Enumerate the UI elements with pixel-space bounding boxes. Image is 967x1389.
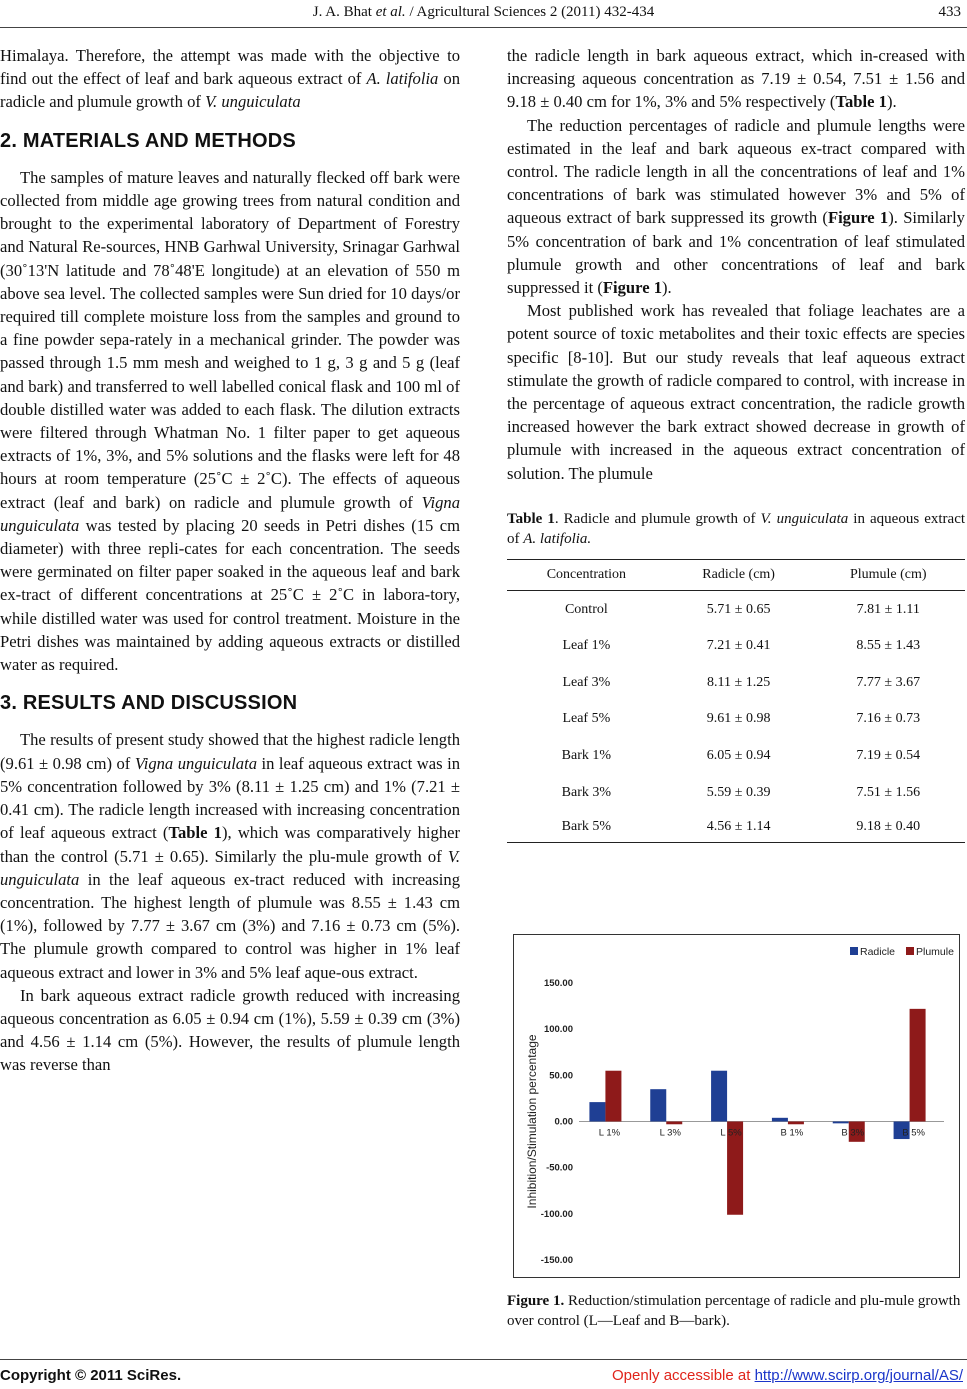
legend-label: Radicle <box>860 946 896 958</box>
section-heading-results: 3. RESULTS AND DISCUSSION <box>0 692 298 715</box>
table-caption: Table 1. Radicle and plumule growth of V. unguiculata in aqueous extract of A. latifolia. <box>507 510 966 547</box>
methods-paragraph: The samples of mature leaves and naturally flecked off bark were collected from middle age growing trees from natural condition and brought to the experimental laboratory of Department of Forestry and Natural Re-sources, HNB Garhwal University, Srinagar Garhwal (30˚13'N latitude and 78˚48'E longitude) at an elevation of 550 m above sea level. The collected samples were Sun dried for 10 days/or required till complete moisture loss from the samples and ground to a fine powder sepa-rately in a mechanical grinder. The powder was passed through 1.5 mm mesh and weighed to 1 g, 3 g and 5 g (leaf and bark) and transferred to well labelled conical flask and 100 ml of double distilled water was added to each flask. The dilution extracts were filtered through Whatman No. 1 filter paper to get aqueous extracts of 1%, 3%, and 5% solutions and the flasks were left for 48 hours at room temperature (25˚C ± 2˚C). The effects of aqueous extract (leaf and bark) on radicle and plumule growth of Vigna unguiculata was tested by placing 20 seeds in Petri dishes (15 cm diameter) with three repli-cates for each concentration. The seeds were germinated on filter paper soaked in the aqueous leaf and bark ex-tract of different concentrations at 25˚C ± 2˚C in labora-tory, while distilled water was used for control treatment. Moisture in the Petri dishes was maintained by adding aqueous extracts or distilled water as required. <box>0 167 460 675</box>
open-access-notice: Openly accessible at http://www.scirp.org/journal/AS/ <box>612 1367 963 1384</box>
table-row <box>507 664 965 701</box>
right-column <box>507 44 965 843</box>
table-header-cell: Radicle (cm) <box>666 559 812 590</box>
table-cell: 7.16 ± 0.73 <box>856 711 921 727</box>
header-journal: / Agricultural Sciences 2 (2011) 432-434 <box>409 4 655 20</box>
y-tick-label: 50.00 <box>549 1070 573 1082</box>
bar-chart-svg <box>514 935 959 1277</box>
table-header-cell: Concentration <box>507 559 666 590</box>
table-row <box>507 737 965 774</box>
table-ref[interactable]: Table 1 <box>835 92 887 112</box>
table-cell: Leaf 5% <box>562 711 611 727</box>
y-tick-label: 0.00 <box>554 1116 573 1128</box>
bar-radicle <box>772 1118 788 1122</box>
table-cell: Leaf 3% <box>562 674 611 690</box>
left-column <box>0 44 460 1077</box>
results-paragraph-2: In bark aqueous extract radicle growth reduced with increasing aqueous concentration as 6.05 ± 0.94 cm (1%), 5.59 ± 0.39 cm (3%) and 4.56 ± 1.14 cm (5%). However, the results of plumule length was reverse than <box>0 985 460 1075</box>
legend-label: Plumule <box>916 946 954 958</box>
figure-ref[interactable]: Figure 1 <box>827 208 889 228</box>
table-cell: Bark 5% <box>507 810 666 843</box>
results-paragraph-5: Most published work has revealed that foliage leachates are a potent source of toxic metabolites and their toxic effects are species specific [8-10]. But our study reveals that leaf aqueous extract stimulate the growth of radicle compared to control, with increase in the percentage of aqueous extract concentration, the radicle growth increased however the bark extract showed decrease in growth of plumule with increased in the aqueous extract concentration of solution. The plumule <box>507 301 965 483</box>
table-cell: 7.77 ± 3.67 <box>856 674 921 690</box>
x-category-label: L 3% <box>659 1127 681 1139</box>
table-cell: Control <box>564 601 608 617</box>
bar-radicle <box>833 1122 849 1124</box>
table-cell: 6.05 ± 0.94 <box>706 747 771 763</box>
table-header-row <box>507 559 965 590</box>
bar-plumule <box>910 1009 926 1122</box>
bar-plumule <box>788 1122 804 1125</box>
copyright-notice: Copyright © 2011 SciRes. <box>0 1367 182 1384</box>
header-et-al: et al. <box>375 4 406 20</box>
results-paragraph-3: the radicle length in bark aqueous extract, which in-creased with increasing aqueous concentration as 7.19 ± 0.54, 7.51 ± 1.56 and 9.18 ± 0.40 cm for 1%, 3% and 5% respectively (Table 1). <box>507 46 965 112</box>
x-category-label: B 1% <box>780 1127 804 1139</box>
bar-plumule <box>605 1071 621 1122</box>
table-row <box>507 701 965 738</box>
x-category-label: B 5% <box>902 1127 925 1139</box>
table-header-cell: Plumule (cm) <box>812 559 965 590</box>
footer-rule <box>0 1359 967 1360</box>
table-cell: Bark 3% <box>561 784 612 800</box>
table-row <box>507 810 965 843</box>
bar-radicle <box>711 1071 727 1122</box>
section-heading-methods: 2. MATERIALS AND METHODS <box>0 129 296 152</box>
table-cell: 7.81 ± 1.11 <box>856 601 920 617</box>
intro-paragraph-end: Himalaya. Therefore, the attempt was made with the objective to find out the effect of leaf and bark aqueous extract of A. latifolia on radicle and plumule growth of V. unguiculata <box>0 46 460 112</box>
results-table <box>507 559 965 844</box>
y-tick-label: -50.00 <box>546 1162 573 1174</box>
y-tick-label: 150.00 <box>543 978 573 989</box>
x-category-label: L 1% <box>598 1127 621 1139</box>
table-cell: 5.59 ± 0.39 <box>706 784 771 800</box>
header-authors: J. A. Bhat <box>312 4 372 20</box>
table-cell: 4.56 ± 1.14 <box>666 810 812 843</box>
x-category-label: B 3% <box>841 1127 865 1139</box>
table-cell: Leaf 1% <box>562 638 611 654</box>
figure-1-chart <box>513 934 960 1278</box>
y-axis-label: Inhibition/Stimulation percentage <box>525 1034 539 1209</box>
results-paragraph-4: The reduction percentages of radicle and plumule lengths were estimated in the leaf and bark aqueous ex-tract compared with control. The radicle length in all the concentrations of leaf and 1% concentrations of bark was stimulated however 3% and 5% of aqueous extract of bark suppressed its growth (Figure 1). Similarly 5% concentration of bark and 1% concentration of leaf stimulated plumule growth and other concentrations of leaf and bark suppressed it (Figure 1). <box>507 115 965 298</box>
table-row <box>507 627 965 664</box>
table-cell: 5.71 ± 0.65 <box>706 601 771 617</box>
x-category-label: L 5% <box>720 1127 742 1139</box>
legend-swatch <box>906 947 914 955</box>
y-tick-label: -150.00 <box>540 1255 573 1266</box>
page-number: 433 <box>938 4 961 20</box>
results-paragraph-1: The results of present study showed that the highest radicle length (9.61 ± 0.98 cm) of Vigna unguiculata in leaf aqueous extract was in 5% concentration followed by 3% (8.11 ± 1.25 cm) and 1% (7.21 ± 0.41 cm). The radicle length increased with increasing concentration of leaf aqueous extract (Table 1), which was comparatively higher than the control (5.71 ± 0.65). Similarly the plu-mule growth of V. unguiculata in the leaf aqueous ex-tract reduced with increasing concentration. The highest length of plumule was 8.55 ± 1.43 cm (1%), followed by 7.77 ± 3.67 cm (3%) and 7.16 ± 0.73 cm (5%). The plumule growth compared to control was higher in 1% leaf aqueous extract and lower in 3% and 5% leaf aque-ous extract. <box>0 730 461 982</box>
table-row <box>507 774 965 811</box>
running-header <box>0 4 967 21</box>
table-cell: 8.11 ± 1.25 <box>707 674 771 690</box>
table-cell: 7.51 ± 1.56 <box>856 784 921 800</box>
bar-radicle <box>650 1089 666 1121</box>
y-tick-label: -100.00 <box>540 1208 573 1220</box>
table-cell: Bark 1% <box>561 747 612 763</box>
table-cell: 8.55 ± 1.43 <box>856 638 921 654</box>
journal-link[interactable]: http://www.scirp.org/journal/AS/ <box>754 1367 963 1384</box>
figure-ref[interactable]: Figure 1 <box>602 278 663 298</box>
bar-plumule <box>666 1122 682 1125</box>
y-tick-label: 100.00 <box>543 1024 573 1036</box>
figure-caption: Figure 1. Reduction/stimulation percentage of radicle and plu-mule growth over control (L—Leaf and B—bark). <box>507 1293 961 1329</box>
legend-swatch <box>850 947 858 955</box>
table-row <box>507 590 965 627</box>
table-ref[interactable]: Table 1 <box>168 823 222 843</box>
table-cell: 7.19 ± 0.54 <box>856 747 921 763</box>
header-rule <box>0 27 967 28</box>
table-cell: 7.21 ± 0.41 <box>706 638 771 654</box>
table-cell: 9.61 ± 0.98 <box>706 711 771 727</box>
bar-radicle <box>589 1102 605 1121</box>
table-cell: 9.18 ± 0.40 <box>812 810 965 843</box>
